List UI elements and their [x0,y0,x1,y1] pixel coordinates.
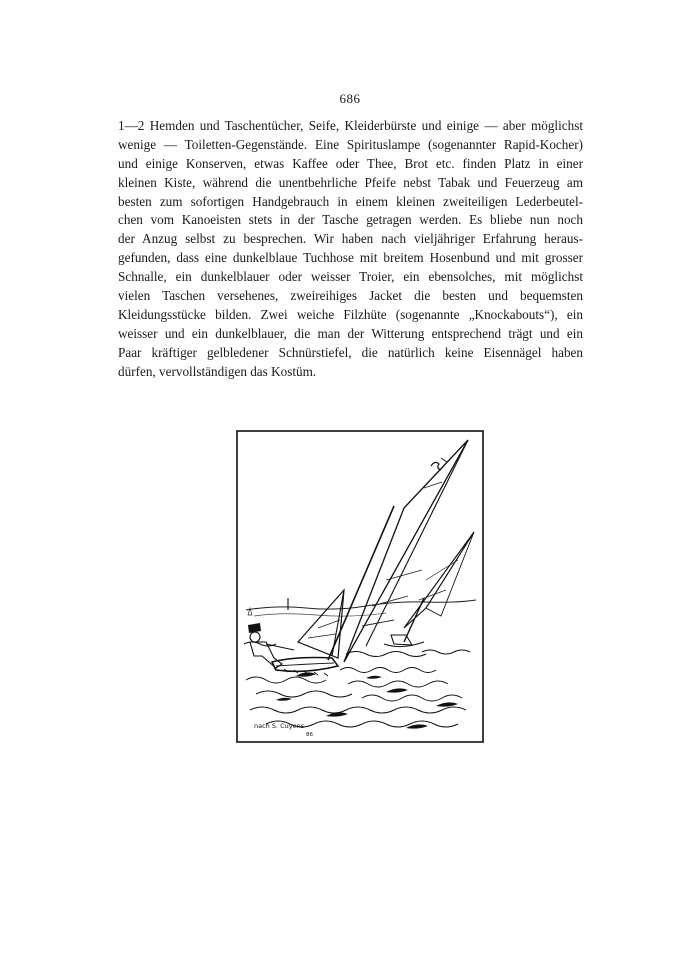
text-line: dürfen, vervollständigen das Kostüm. [118,363,317,379]
text-line: weisser und ein dunkelblauer, die man der Witterung entsprechend trägt und ein [118,325,583,341]
text-line: gefunden, dass eine dunkelblaue Tuchhose mit breitem Hosenbund und mit grosser [118,250,583,266]
second-mainsail [404,532,474,628]
sailing-illustration [236,430,485,744]
text-line: Kleidungsstücke bilden. Zwei weiche Filzhüte (sogenannte „Knockabouts“), ein [118,306,583,322]
text-line: der Anzug selbst zu besprechen. Wir haben nach vieljähriger Erfahrung heraus- [118,231,583,247]
illustration-drawing [236,430,485,744]
sailor-head [250,632,260,642]
text-line: vielen Taschen versehenes, zweireihiges Jacket die besten und bequemsten [118,288,583,304]
artist-signature: nach S. Cuyens [254,722,305,730]
svg-text:86: 86 [306,732,313,738]
text-line: 1—2 Hemden und Taschentücher, Seife, Kleiderbürste und einige — aber möglichst [118,118,583,133]
text-line: besten zum sofortigen Handgebrauch in einem kleinen zweiteiligen Lederbeutel- [118,193,583,209]
shoreline [246,600,476,610]
text-line: wenige — Toiletten-Gegenstände. Eine Spirituslampe (sogenannter Rapid-Kocher) [118,136,583,152]
page-number: 686 [339,91,361,106]
second-hull [391,635,412,645]
text-line: und einige Konserven, etwas Kaffee oder Thee, Brot etc. finden Platz in einer [118,155,583,171]
mainsail [344,440,468,662]
text-line: chen vom Kanoeisten stets in der Tasche getragen werden. Es bliebe nun noch [118,212,583,228]
main-mast [328,506,394,660]
body-paragraph [118,117,583,381]
text-line: kleinen Kiste, während die unentbehrliche Pfeife nebst Tabak und Feuerzeug am [118,174,583,190]
text-line: Schnalle, ein dunkelblauer oder weisser Troier, ein ebensolches, mit möglichst [118,269,583,285]
jib-sail [298,590,344,658]
waves [244,642,470,727]
text-line: Paar kräftiger gelbledener Schnürstiefel, die natürlich keine Eisennägel haben [118,344,583,360]
